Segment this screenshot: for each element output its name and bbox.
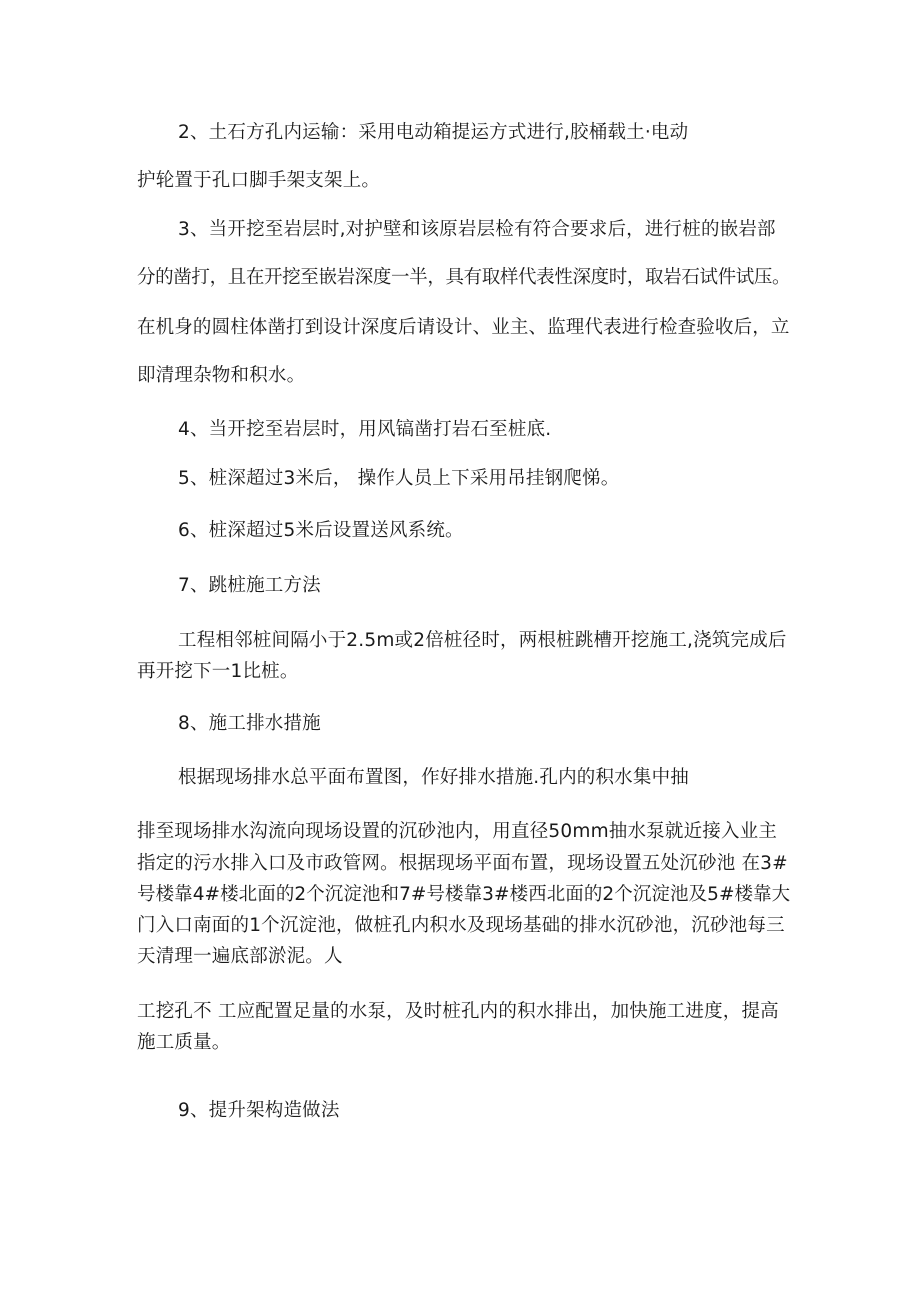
paragraph-8-line-6: 天清理一遍底部淤泥。人 (137, 946, 343, 967)
heading-8: 8、施工排水措施 (178, 713, 321, 734)
paragraph-8-line-3: 指定的污水排入口及市政管网。根据现场平面布置，现场设置五处沉砂池 在3# (137, 853, 788, 874)
paragraph-7-line-2: 再开挖下一1比桩。 (137, 661, 299, 682)
heading-9: 9、提升架构造做法 (178, 1100, 340, 1121)
paragraph-3-line-2: 分的凿打，且在开挖至嵌岩深度一半，具有取样代表性深度时，取岩石试件试压。 (137, 267, 791, 288)
paragraph-6: 6、桩深超过5米后设置送风系统。 (178, 520, 464, 541)
paragraph-8-line-7: 工挖孔不 工应配置足量的水泵，及时桩孔内的积水排出，加快施工进度，提高 (137, 1001, 779, 1022)
heading-7: 7、跳桩施工方法 (178, 575, 321, 596)
paragraph-8-line-2: 排至现场排水沟流向现场设置的沉砂池内，用直径50mm抽水泵就近接入业主 (137, 821, 778, 842)
paragraph-8-line-8: 施工质量。 (137, 1032, 231, 1053)
paragraph-4: 4、当开挖至岩层时，用风镐凿打岩石至桩底. (178, 419, 552, 440)
paragraph-7-line-1: 工程相邻桩间隔小于2.5m或2倍桩径时，两根桩跳槽开挖施工,浇筑完成后 (178, 630, 787, 651)
paragraph-8-line-4: 号楼靠4#楼北面的2个沉淀池和7#号楼靠3#楼西北面的2个沉淀池及5#楼靠大 (137, 884, 791, 905)
paragraph-5: 5、桩深超过3米后， 操作人员上下采用吊挂钢爬悌。 (178, 468, 620, 489)
paragraph-3-line-3: 在机身的圆柱体凿打到设计深度后请设计、业主、监理代表进行检查验收后，立 (137, 317, 790, 338)
paragraph-2-line-1: 2、土石方孔内运输：采用电动箱提运方式进行,胶桶载土·电动 (178, 122, 689, 143)
paragraph-8-line-1: 根据现场排水总平面布置图，作好排水措施.孔内的积水集中抽 (178, 767, 689, 788)
paragraph-8-line-5: 门入口南面的1个沉淀池，做桩孔内积水及现场基础的排水沉砂池，沉砂池每三 (137, 915, 785, 936)
paragraph-3-line-4: 即清理杂物和积水。 (137, 365, 306, 386)
paragraph-2-line-2: 护轮置于孔口脚手架支架上。 (137, 170, 381, 191)
paragraph-3-line-1: 3、当开挖至岩层时,对护壁和该原岩层检有符合要求后，进行桩的嵌岩部 (178, 219, 776, 240)
